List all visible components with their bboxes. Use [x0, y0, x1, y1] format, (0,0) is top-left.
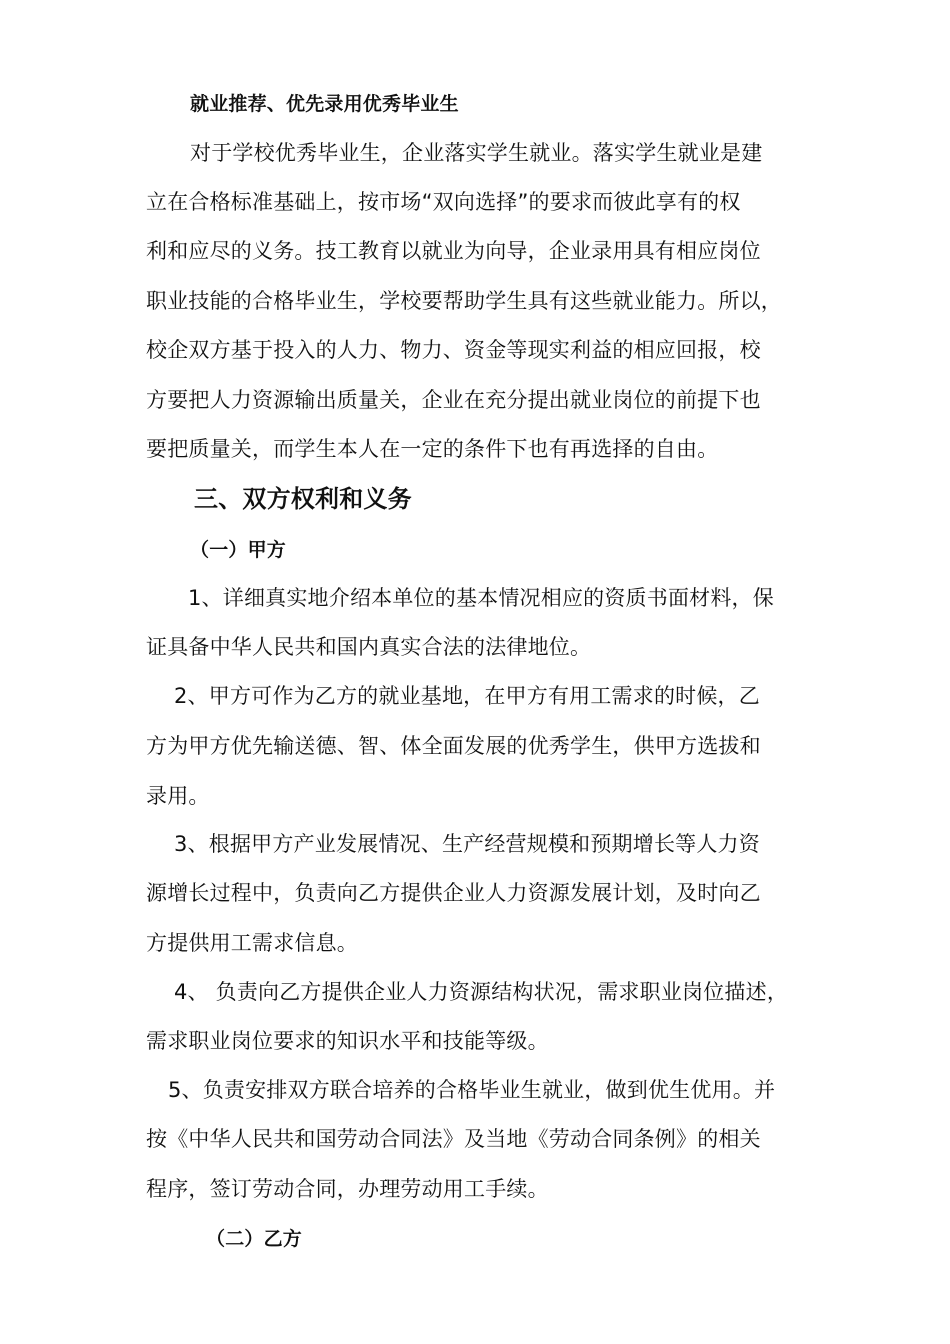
item-3-line: 源增长过程中，负责向乙方提供企业人力资源发展计划，及时向乙: [146, 881, 761, 905]
party-a-title: （一）甲方: [190, 539, 287, 561]
item-5-line: 按《中华人民共和国劳动合同法》及当地《劳动合同条例》的相关: [146, 1127, 761, 1151]
item-1-line: 证具备中华人民共和国内真实合法的法律地位。: [146, 635, 592, 659]
paragraph-line: 立在合格标准基础上，按市场“双向选择”的要求而彼此享有的权: [146, 190, 741, 214]
item-3-line: 方提供用工需求信息。: [146, 931, 358, 955]
item-2-line: 方为甲方优先输送德、智、体全面发展的优秀学生，供甲方选拔和: [146, 734, 761, 758]
item-4-line: 需求职业岗位要求的知识水平和技能等级。: [146, 1029, 549, 1053]
item-2-line: 录用。: [146, 784, 210, 808]
section-title: 三、双方权利和义务: [194, 485, 412, 513]
item-2-line: 2、甲方可作为乙方的就业基地，在甲方有用工需求的时候，乙: [174, 684, 760, 708]
item-1-line: 1、详细真实地介绍本单位的基本情况相应的资质书面材料，保: [188, 586, 774, 610]
paragraph-line: 职业技能的合格毕业生，学校要帮助学生具有这些就业能力。所以，: [146, 289, 782, 313]
item-3-line: 3、根据甲方产业发展情况、生产经营规模和预期增长等人力资: [174, 832, 760, 856]
heading-recommend: 就业推荐、优先录用优秀毕业生: [190, 93, 459, 115]
paragraph-line: 对于学校优秀毕业生，企业落实学生就业。落实学生就业是建: [190, 141, 763, 165]
item-5-line: 5、负责安排双方联合培养的合格毕业生就业，做到优生优用。并: [168, 1078, 776, 1102]
item-5-line: 程序，签订劳动合同，办理劳动用工手续。: [146, 1177, 549, 1201]
paragraph-line: 方要把人力资源输出质量关，企业在充分提出就业岗位的前提下也: [146, 388, 761, 412]
party-b-title: （二）乙方: [206, 1228, 303, 1250]
paragraph-line: 利和应尽的义务。技工教育以就业为向导，企业录用具有相应岗位: [146, 239, 761, 263]
item-4-line: 4、 负责向乙方提供企业人力资源结构状况，需求职业岗位描述，: [174, 980, 789, 1004]
paragraph-line: 要把质量关，而学生本人在一定的条件下也有再选择的自由。: [146, 437, 719, 461]
paragraph-line: 校企双方基于投入的人力、物力、资金等现实利益的相应回报，校: [146, 338, 761, 362]
